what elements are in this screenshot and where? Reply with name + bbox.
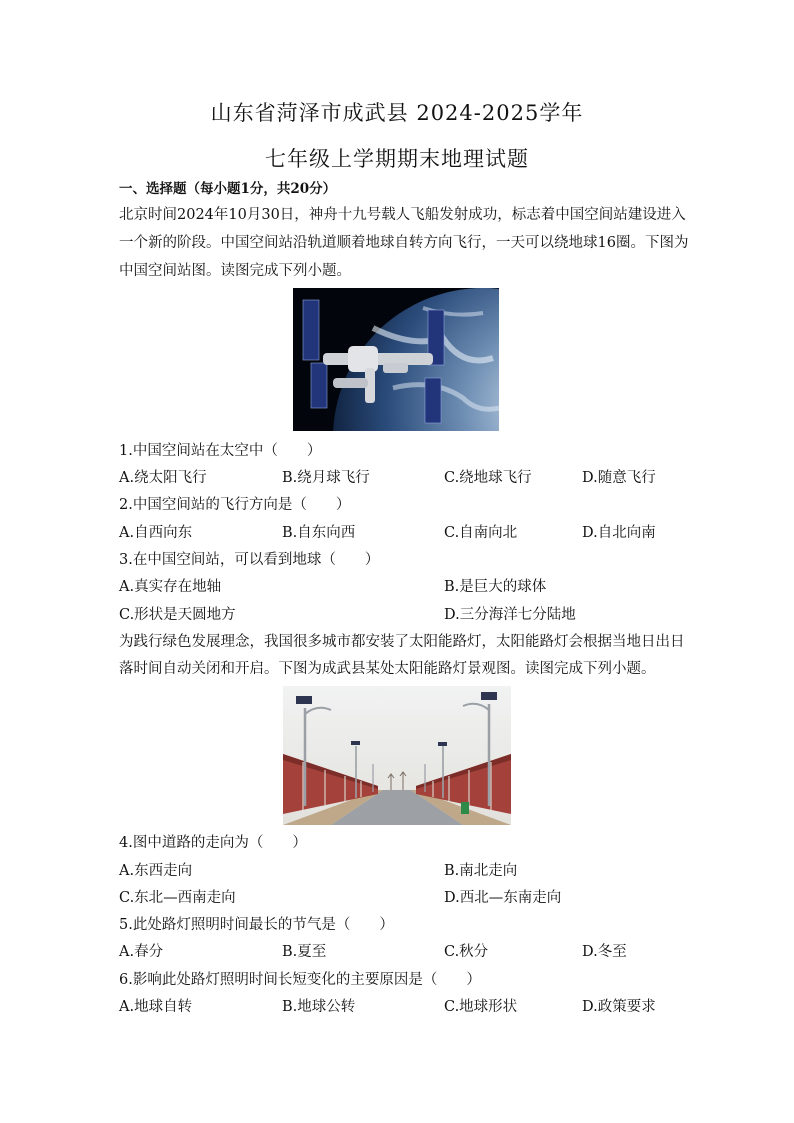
question-stem: 2.中国空间站的飞行方向是（ ）	[119, 497, 351, 513]
option-d: D.冬至	[582, 944, 627, 960]
option-b: B.地球公转	[282, 999, 356, 1015]
question-stem: 6.影响此处路灯照明时间长短变化的主要原因是（ ）	[119, 972, 481, 988]
passage1-line: 北京时间2024年10月30日，神舟十九号载人飞船发射成功，标志着中国空间站建设进入	[119, 207, 686, 223]
question-stem: 5.此处路灯照明时间最长的节气是（ ）	[119, 917, 394, 933]
option-a: A.东西走向	[119, 863, 193, 879]
option-b: B.自东向西	[282, 525, 356, 541]
option-a: A.自西向东	[119, 525, 193, 541]
option-a: A.绕太阳飞行	[119, 470, 207, 486]
question-stem: 3.在中国空间站，可以看到地球（ ）	[119, 552, 380, 568]
passage1-line: 一个新的阶段。中国空间站沿轨道顺着地球自转方向飞行，一天可以绕地球16圈。下图为	[119, 235, 689, 251]
option-d: D.政策要求	[582, 999, 656, 1015]
option-b: B.夏至	[282, 944, 327, 960]
option-c: C.绕地球飞行	[444, 470, 532, 486]
question-stem: 4.图中道路的走向为（ ）	[119, 835, 307, 851]
option-c: C.东北—西南走向	[119, 890, 236, 906]
option-c: C.秋分	[444, 944, 489, 960]
option-c: C.形状是天圆地方	[119, 607, 236, 623]
option-d: D.自北向南	[582, 525, 656, 541]
option-a: A.真实存在地轴	[119, 579, 222, 595]
solar-streetlight-image	[283, 686, 511, 825]
passage2-line: 落时间自动关闭和开启。下图为成武县某处太阳能路灯景观图。读图完成下列小题。	[119, 661, 656, 677]
exam-title-line1: 山东省菏泽市成武县 2024-2025学年	[210, 101, 584, 125]
option-b: B.南北走向	[444, 863, 518, 879]
option-c: C.自南向北	[444, 525, 518, 541]
question-stem: 1.中国空间站在太空中（ ）	[119, 443, 322, 459]
option-d: D.西北—东南走向	[444, 890, 562, 906]
option-d: D.三分海洋七分陆地	[444, 607, 576, 623]
option-b: B.是巨大的球体	[444, 579, 547, 595]
option-a: A.春分	[119, 944, 164, 960]
passage1-line: 中国空间站图。读图完成下列小题。	[119, 263, 351, 279]
space-station-image	[293, 288, 499, 431]
option-a: A.地球自转	[119, 999, 193, 1015]
exam-title-line2: 七年级上学期期末地理试题	[265, 147, 529, 171]
option-b: B.绕月球飞行	[282, 470, 370, 486]
option-c: C.地球形状	[444, 999, 518, 1015]
passage2-line: 为践行绿色发展理念，我国很多城市都安装了太阳能路灯，太阳能路灯会根据当地日出日	[119, 634, 685, 650]
section-heading: 一、选择题（每小题1分，共20分）	[119, 181, 337, 197]
option-d: D.随意飞行	[582, 470, 656, 486]
